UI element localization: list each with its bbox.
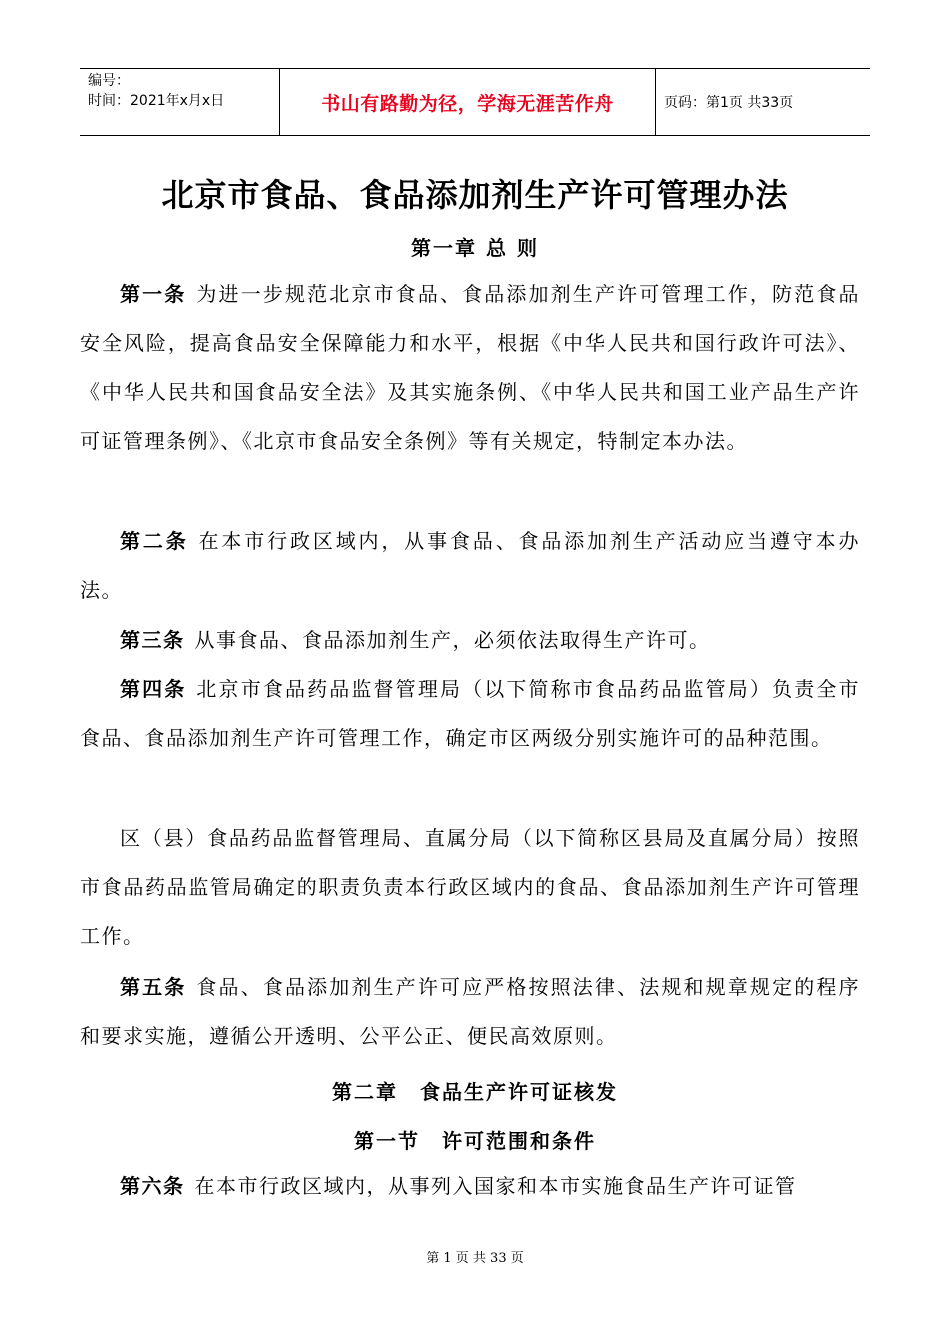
article-text: 北京市食品药品监督管理局（以下简称市食品药品监管局）负责全市食品、食品添加剂生产许可管理工作，确定市区两级分别实施许可的品种范围。 xyxy=(80,677,860,750)
article-text: 食品、食品添加剂生产许可应严格按照法律、法规和规章规定的程序和要求实施，遵循公开透明、公平公正、便民高效原则。 xyxy=(80,975,860,1048)
document-title: 北京市食品、食品添加剂生产许可管理办法 xyxy=(161,176,789,214)
section-heading-1: 第一节 许可范围和条件 xyxy=(354,1129,596,1153)
article-text: 从事食品、食品添加剂生产，必须依法取得生产许可。 xyxy=(194,628,711,652)
article-text: 为进一步规范北京市食品、食品添加剂生产许可管理工作，防范食品安全风险，提高食品安全保障能力和水平，根据《中华人民共和国行政许可法》、《中华人民共和国食品安全法》及其实施条例、《中华人民共和国工业产品生产许可证管理条例》、《北京市食品安全条例》等有关规定，特制定本办法。 xyxy=(80,282,860,453)
chapter-heading-2: 第二章 食品生产许可证核发 xyxy=(332,1080,618,1104)
header-motto-cell xyxy=(280,69,656,135)
article-3 xyxy=(80,616,860,665)
article-1 xyxy=(80,270,860,466)
article-5 xyxy=(80,963,860,1061)
article-4-paragraph-2 xyxy=(80,814,860,961)
article-4 xyxy=(80,665,860,763)
article-text: 在本市行政区域内，从事列入国家和本市实施食品生产许可证管 xyxy=(194,1174,797,1198)
article-text: 在本市行政区域内，从事食品、食品添加剂生产活动应当遵守本办法。 xyxy=(80,529,861,602)
article-label: 第五条 xyxy=(120,975,187,999)
article-2 xyxy=(80,517,860,615)
header-table xyxy=(80,68,870,136)
chapter-heading-1: 第一章 总 则 xyxy=(411,236,539,260)
time-label: 时间：2021年x月x日 xyxy=(88,93,225,109)
header-meta xyxy=(80,69,280,135)
number-label: 编号： xyxy=(88,73,130,89)
article-6 xyxy=(80,1162,860,1211)
article-label: 第一条 xyxy=(120,282,187,306)
article-label: 第四条 xyxy=(120,677,187,701)
article-text: 区（县）食品药品监督管理局、直属分局（以下简称区县局及直属分局）按照市食品药品监管局确定的职责负责本行政区域内的食品、食品添加剂生产许可管理工作。 xyxy=(80,826,860,948)
page-info: 页码：第1页 共33页 xyxy=(664,95,794,111)
header-motto: 书山有路勤为径，学海无涯苦作舟 xyxy=(321,92,614,115)
article-label: 第三条 xyxy=(120,628,185,652)
header-page-info xyxy=(656,69,870,135)
article-label: 第六条 xyxy=(120,1174,185,1198)
article-label: 第二条 xyxy=(120,529,189,553)
page-footer: 第 1 页 共 33 页 xyxy=(426,1251,524,1266)
